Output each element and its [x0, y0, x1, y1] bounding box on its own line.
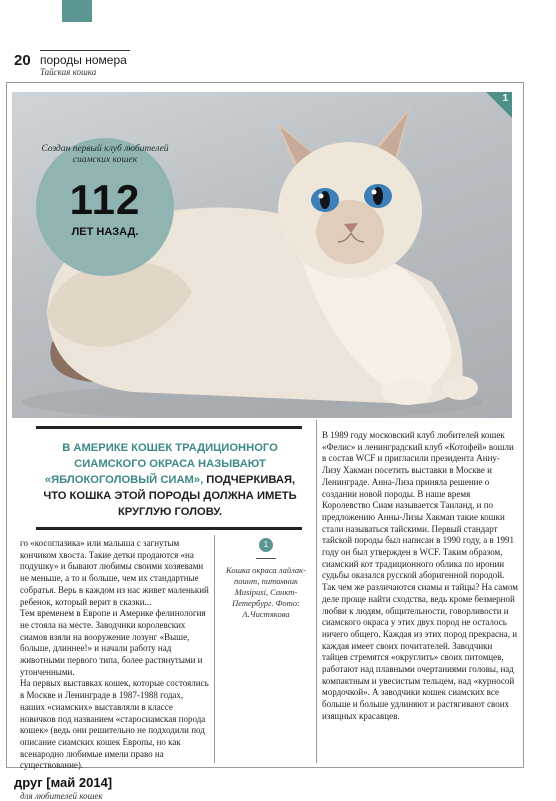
column-divider: [316, 420, 317, 763]
fact-suffix: ЛЕТ НАЗАД.: [71, 226, 139, 238]
article-column-left: [20, 538, 210, 772]
page-number: 20: [14, 52, 31, 69]
paragraph: го «косоглазика» или малыша с загнутым кончиком хвоста. Такие детки продаются «на подушку» и бывают любимы своими хозяевами не меньше, а то и больше, чем их стандартные собратья. Верь в каждом из нас живет маленький ребенок, который верит в сказки...: [20, 538, 209, 607]
fact-intro: Создан первый клуб любителей сиамских кошек: [41, 144, 169, 165]
paragraph: На первых выставках кошек, которые состоялись в Москве и Ленинграде в 1987-1988 годах, наших «сиамских» выставляли в классе новичков под названием «старосиамская порода кошек» (ведь они решительно не подходили под описание сиамских кошек Европы, но как всенародно любимые имели право на существование).: [20, 678, 209, 771]
caption-text: Кошка окраса лайлак-поинт, питомник Musipusi, Санкт-Петербург. Фото: А.Чистякова: [226, 565, 306, 619]
paragraph: Тем временем в Европе и Америке фелинология не стояла на месте. Заводчики королевских сиамов взяли на вооружение лозунг «Выше, больше, длиннее!» и начали работу над животными первого типа, более растянутыми и утонченными.: [20, 608, 206, 677]
photo-caption: [224, 538, 308, 620]
paragraph: В 1989 году московский клуб любителей кошек «Фелис» и ленинградский клуб «Котофей» вошли в состав WCF и пригласили президента Анну-Лизу Хакман посетить выставки в Москве и Ленинграде. Анна-Лиза приняла решение о создании новой породы. В наше время Королевство Сиам называется Таиланд, и по предложению Анны-Лизы Хакман такие кошки стали называться тайскими. Первый стандарт тайской породы был написан в 1990 году, а в 1991 году он был утвержден в WCF. Таким образом, сиамский кот традиционного облика по иронии судьбы оказался русской аборигенной породой.: [322, 430, 515, 581]
photo-number: 1: [502, 93, 508, 104]
caption-number: 1: [259, 538, 273, 552]
magazine-tagline: для любителей кошек: [20, 791, 103, 801]
quote-bottom-rule: [36, 527, 302, 530]
quote-top-rule: [36, 426, 302, 429]
quote-text: [42, 440, 298, 520]
quote-rest: ПОДЧЕРКИВАЯ, ЧТО КОШКА ЭТОЙ ПОРОДЫ ДОЛЖНА ИМЕТЬ КРУГЛУЮ ГОЛОВУ.: [43, 474, 297, 518]
subsection-title: Тайская кошка: [40, 67, 97, 77]
caption-rule: [256, 558, 276, 559]
column-divider: [214, 535, 215, 763]
magazine-name: друг [май 2014]: [14, 775, 113, 790]
pull-quote: [36, 426, 302, 530]
photo-corner-tab: [486, 92, 512, 118]
article-column-right: [322, 430, 518, 723]
paragraph: Так чем же различаются сиамы и тайцы? На самом деле проще найти сходства, ведь кроме безмерной любви к людям, общительности, говорливости и сиамского окраса у этих двух пород не осталось ничего общего. Каждая из этих пород прекрасна, и каждая имеет своих почитателей. Заводчики тайцев стремятся «округлить» своих питомцев, работают над плавными очертаниями головы, над компактным и увесистым тельцем, над «курносой мордочкой». А заводчики кошек сиамских все больше и больше удлиняют и растягивают своих изящных красавцев.: [322, 582, 519, 721]
fact-badge: [36, 138, 174, 276]
quote-highlight: В АМЕРИКЕ КОШЕК ТРАДИЦИОННОГО СИАМСКОГО ОКРАСА НАЗЫВАЮТ «ЯБЛОКОГОЛОВЫЙ СИАМ»,: [44, 442, 278, 486]
fact-number: 112: [69, 176, 141, 223]
header-rule: [40, 50, 130, 51]
top-color-tab: [62, 0, 92, 22]
section-title: породы номера: [40, 53, 127, 67]
